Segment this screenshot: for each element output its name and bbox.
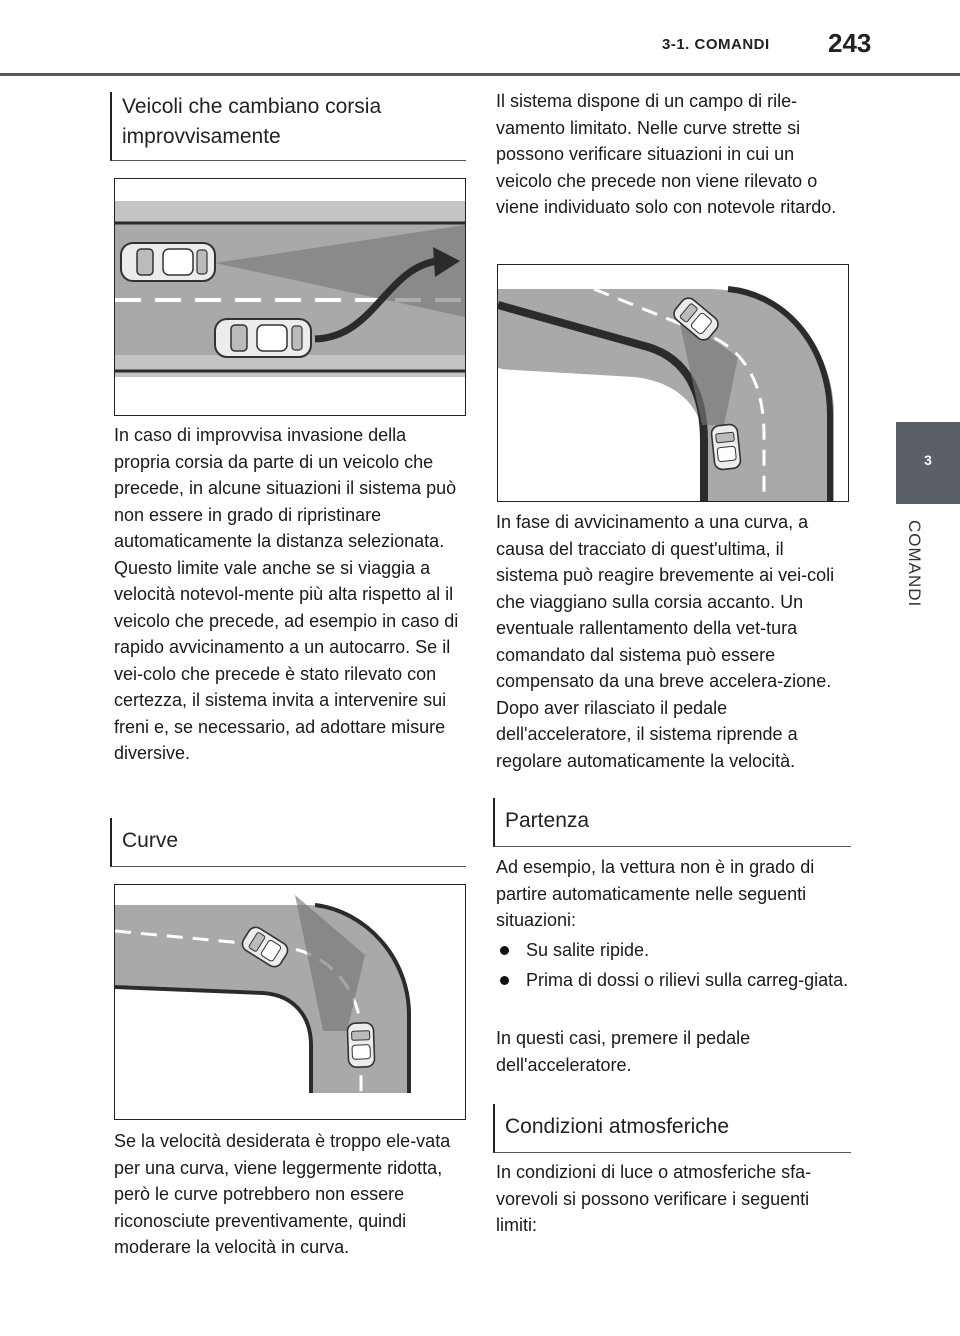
page-number: 243 (828, 28, 872, 58)
list-item-text: Su salite ripide. (526, 940, 650, 960)
heading-curves: Curve (110, 818, 466, 867)
chapter-tab (896, 422, 960, 504)
paragraph-detection-range: Il sistema dispone di un campo di rile-vamento limitato. Nelle curve strette si possono verificare situazioni in cui un veicolo che precede non viene rilevato o viene individuato solo con notevole ritardo. (496, 91, 837, 217)
paragraph-weather: In condizioni di luce o atmosferiche sfa-vorevoli si possono verificare i seguenti limiti: (496, 1162, 812, 1235)
bullet-icon (500, 946, 509, 955)
adjacent-car-curve (347, 1023, 375, 1068)
ego-car (121, 243, 215, 281)
list-item (500, 967, 850, 1021)
chapter-label: COMANDI (905, 520, 924, 608)
heading-lane-change: Veicoli che cambiano corsia improvvisamente (110, 92, 466, 161)
cutting-in-car (215, 319, 311, 357)
figure-lane-change (114, 178, 466, 416)
paragraph-start: Ad esempio, la vettura non è in grado di partire automaticamente nelle seguenti situazioni: (496, 857, 815, 930)
chapter-number: 3 (924, 452, 932, 468)
paragraph-press-pedal: In questi casi, premere il pedale dell'acceleratore. (496, 1028, 751, 1075)
heading-weather: Condizioni atmosferiche (493, 1104, 851, 1153)
paragraph-lane-change: In caso di improvvisa invasione della propria corsia da parte di un veicolo che precede, in alcune situazioni il sistema può non essere in grado di ripristinare automaticamente la distanza selezionata. Questo limite vale anche se si viaggia a velocità notevol-mente più alta rispetto al il veicolo che precede, ad esempio in caso di rapido avvicinamento a un autocarro. Se il vei-colo che precede è stato rilevato con certezza, il sistema invita a intervenire sui freni e, se necessario, ad adottare misure diversive. (114, 425, 459, 763)
figure-curves (114, 884, 466, 1120)
paragraph-approach-curve: In fase di avvicinamento a una curva, a causa del tracciato di quest'ultima, il sistema può reagire brevemente ai vei-coli che viaggiano sulla corsia accanto. Un eventuale rallentamento della vet-tura comandato dal sistema può essere compensato da una breve accelera-zione. Dopo aver rilasciato il pedale dell'acceleratore, il sistema riprende a regolare automaticamente la velocità. (496, 512, 835, 771)
list-item (500, 937, 850, 964)
adjacent-lane-car (711, 424, 741, 470)
paragraph-curves: Se la velocità desiderata è troppo ele-vata per una curva, viene leggermente ridotta, però le curve potrebbero non essere riconosciute preventivamente, quindi moderare la velocità in curva. (114, 1131, 451, 1257)
bullet-icon (500, 976, 509, 985)
figure-adjacent-lane (497, 264, 849, 502)
heading-start: Partenza (493, 798, 851, 847)
header-divider (0, 73, 960, 76)
list-item-text: Prima di dossi o rilievi sulla carreg-giata. (526, 970, 849, 990)
header-section-title: 3-1. COMANDI (662, 36, 770, 53)
